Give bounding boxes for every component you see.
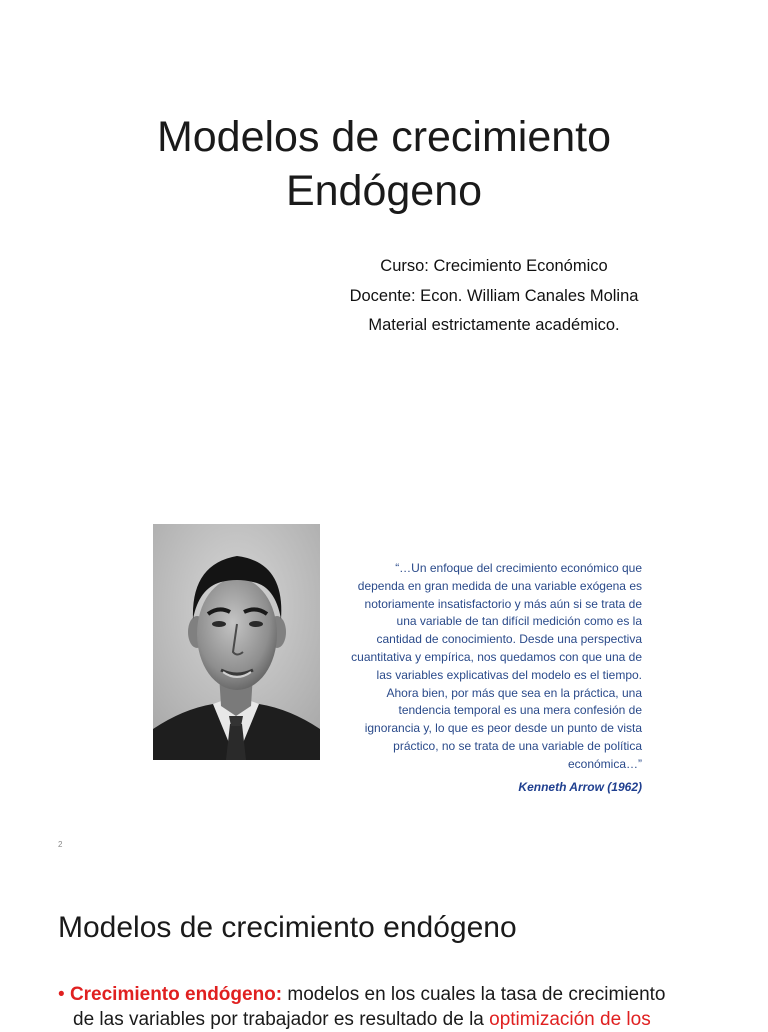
slide-title-line-1: Modelos de crecimiento: [156, 113, 612, 161]
teacher-label: Docente: Econ. William Canales Molina: [349, 286, 639, 305]
section-title: Modelos de crecimiento endógeno: [58, 911, 517, 944]
portrait-photo: [153, 524, 320, 760]
quote-line: notoriamente insatisfactorio y más aún si se trata de: [364, 596, 642, 611]
quote-line: las variables explicativas del modelo es el tiempo.: [376, 667, 642, 682]
bullet-endogenous-growth: [58, 982, 718, 1032]
portrait-illustration: [153, 524, 320, 760]
arrow-quote: [322, 560, 642, 774]
quote-line: dependa en gran medida de una variable exógena es: [357, 578, 642, 593]
quote-line: económica…”: [567, 756, 642, 771]
bullet-highlight: optimización de los: [489, 1009, 651, 1030]
bullet-text-2: de las variables por trabajador es resultado de la: [73, 1009, 490, 1030]
bullet-line-1: [58, 982, 718, 1007]
bullet-text-1: modelos en los cuales la tasa de crecimiento: [282, 984, 666, 1005]
subtitle-block: [318, 252, 670, 341]
quote-line: práctico, no se trata de una variable de política: [393, 738, 642, 753]
quote-author: Kenneth Arrow (1962): [518, 780, 642, 794]
slide-title-line-2: Endógeno: [285, 167, 483, 215]
academic-note: Material estrictamente académico.: [368, 316, 620, 334]
page-number: 2: [58, 840, 63, 849]
quote-line: Ahora bien, por más que sea en la práctica, una: [386, 685, 642, 700]
course-label: Curso: Crecimiento Económico: [380, 257, 608, 275]
quote-line: ignorancia y, lo que es peor desde un punto de vista: [364, 721, 642, 736]
quote-line: cantidad de conocimiento. Desde una perspectiva: [376, 632, 642, 647]
bullet-term: Crecimiento endógeno:: [69, 984, 283, 1005]
slide-title: [0, 110, 768, 218]
quote-line: “…Un enfoque del crecimiento económico que: [395, 561, 642, 575]
quote-line: una variable de tan difícil medición como es la: [396, 614, 642, 629]
bullet-marker: •: [58, 984, 65, 1005]
bullet-line-2: [58, 1007, 718, 1032]
quote-line: cuantitativa y empírica, nos quedamos con que una de: [351, 649, 642, 664]
quote-line: tendencia temporal es una mera confesión de: [398, 703, 642, 718]
